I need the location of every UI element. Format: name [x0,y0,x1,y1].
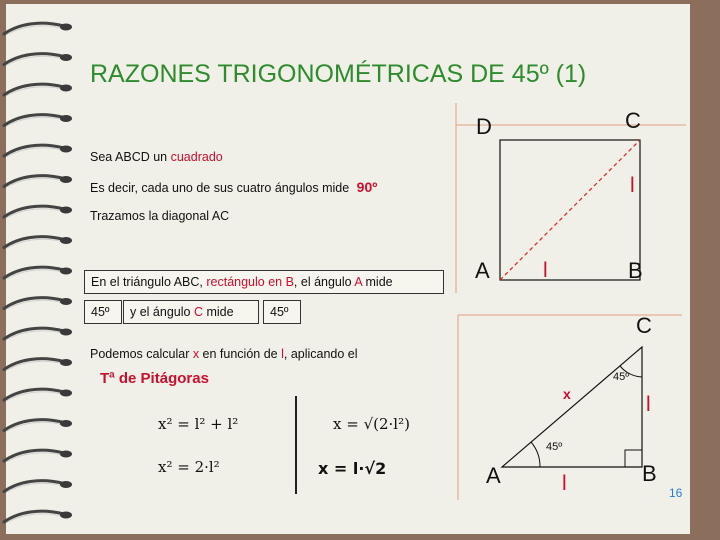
line4-b: rectángulo en B [206,275,294,289]
line5-d: l [281,347,284,361]
square-side-bottom: l [543,259,548,282]
triangle-hypotenuse: x [563,386,571,402]
triangle-label-c: C [636,313,652,338]
text-line-3: Trazamos la diagonal AC [90,209,230,223]
angle-c-box [123,300,259,324]
formula-2-left: x² = 2·l² [158,458,220,476]
text-line-5 [90,347,358,361]
text-line-2 [90,179,377,195]
triangle-label-b: B [642,461,657,486]
text-line-2-a: Es decir, cada uno de sus cuatro ángulos mide [90,181,353,195]
box2-b: C [193,305,203,319]
line4-e: mide [362,275,393,289]
slide-title: RAZONES TRIGONOMÉTRICAS DE 45º (1) [90,60,587,88]
box2-c: mide [202,305,234,319]
binding-ring [4,511,72,523]
spiral-binding [0,12,80,532]
pythagoras-label: Tª de Pitágoras [100,370,209,387]
binding-ring [4,23,72,35]
line4-c: , el ángulo [293,275,355,289]
binding-ring [4,481,72,493]
line5-a: Podemos calcular [90,347,193,361]
text-line-1 [90,150,223,164]
binding-ring [4,206,72,218]
triangle-angle-a: 45º [546,441,563,453]
binding-ring [4,54,72,66]
binding-ring [4,420,72,432]
triangle-label-a: A [486,463,501,488]
formula-1-right: x = √(2·l²) [333,415,410,433]
binding-ring [4,176,72,188]
angle-c-value-box: 45º [263,300,301,324]
angle-a-box: 45º [84,300,122,324]
triangle-shape [502,347,642,467]
triangle-side-right: l [646,393,651,416]
box2-a: y el ángulo [130,305,194,319]
page-number: 16 [669,486,683,500]
square-label-b: B [628,258,643,283]
formula-2-right: x = l·√2 [318,459,387,478]
line5-e: , aplicando el [283,347,358,361]
binding-ring [4,145,72,157]
line5-b: x [192,347,200,361]
binding-ring [4,267,72,279]
binding-ring [4,298,72,310]
triangle-angle-c: 45º [613,371,630,383]
binding-ring [4,237,72,249]
text-line-1-a: Sea ABCD un [90,150,171,164]
binding-ring [4,328,72,340]
formula-divider [295,396,297,494]
square-label-c: C [625,108,641,133]
binding-ring [4,450,72,462]
binding-ring [4,359,72,371]
right-angle-mark [625,450,642,467]
text-line-1-b: cuadrado [170,150,223,164]
binding-ring [4,115,72,127]
triangle-side-bottom: l [562,472,567,495]
square-label-a: A [475,258,490,283]
binding-ring [4,389,72,401]
line4-d: A [354,275,363,289]
line4-a: En el triángulo ABC, [91,275,207,289]
text-line-2-b: 90º [356,179,378,195]
angle-a-arc [531,442,540,467]
square-side-right: l [630,174,635,197]
diagonal-ac [500,140,640,280]
binding-ring [4,84,72,96]
square-label-d: D [476,114,492,139]
formula-1-left: x² = l² + l² [158,415,239,433]
line5-c: en función de [199,347,282,361]
statement-box [84,270,444,294]
